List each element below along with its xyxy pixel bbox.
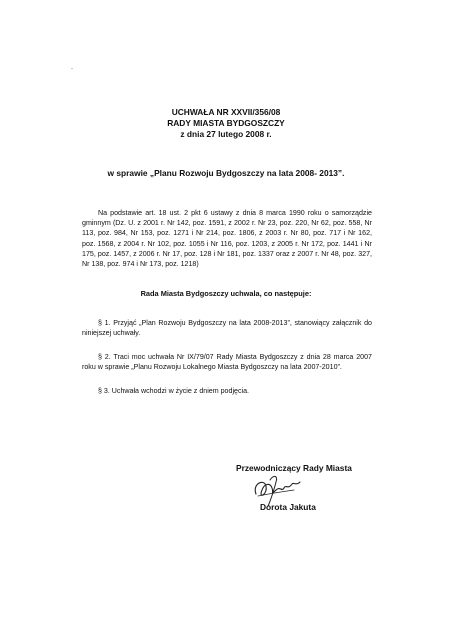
resolves-statement: Rada Miasta Bydgoszczy uchwala, co następuje: — [140, 289, 312, 298]
resolution-date: z dnia 27 lutego 2008 r. — [180, 129, 272, 139]
section-2: § 2. Traci moc uchwała Nr IX/79/07 Rady Miasta Bydgoszczy z dnia 28 marca 2007 roku w sprawie „Planu Rozwoju Lokalnego Miasta Bydgoszczy na lata 2007-2010”. — [82, 353, 372, 372]
resolution-number: UCHWAŁA NR XXVII/356/08 — [171, 107, 281, 117]
resolution-subject: w sprawie „Planu Rozwoju Bydgoszczy na lata 2008- 2013”. — [107, 168, 345, 178]
signatory-title: Przewodniczący Rady Miasta — [236, 463, 352, 473]
signatory-name: Dorota Jakuta — [260, 502, 316, 512]
section-1: § 1. Przyjąć „Plan Rozwoju Bydgoszczy na lata 2008-2013”, stanowiący załącznik do niniejszej uchwały. — [82, 319, 372, 338]
scan-speck — [71, 68, 73, 69]
legal-basis-paragraph: Na podstawie art. 18 ust. 2 pkt 6 ustawy z dnia 8 marca 1990 roku o samorządzie gminnym (Dz. U. z 2001 r. Nr 142, poz. 1591, z 2002 r. Nr 23, poz. 220, Nr 62, poz. 558, Nr 113, poz. 984, Nr 153, poz. 1271 i Nr 214, poz. 1806, z 2003 r. Nr 80, poz. 717 i Nr 162, poz. 1568, z 2004 r. Nr 102, poz. 1055 i Nr 116, poz. 1203, z 2005 r. Nr 172, poz. 1441 i Nr 175, poz. 1457, z 2006 r. Nr 17, poz. 128 i Nr 181, poz. 1337 oraz z 2007 r. Nr 48, poz. 327, Nr 138, poz. 974 i Nr 173, poz. 1218) — [82, 209, 372, 269]
council-name: RADY MIASTA BYDGOSZCZY — [167, 118, 285, 128]
section-3: § 3. Uchwała wchodzi w życie z dniem podjęcia. — [98, 387, 250, 395]
